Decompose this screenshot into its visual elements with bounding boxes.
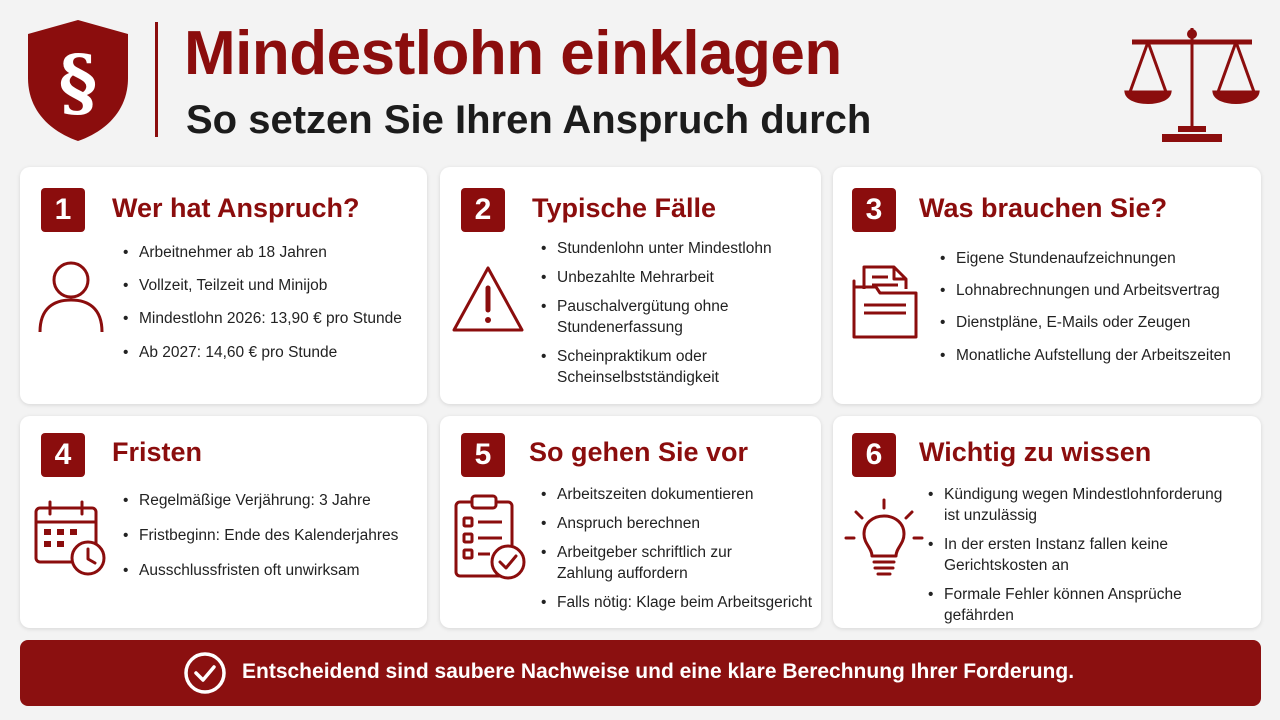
card-number-badge: 4 (41, 433, 85, 477)
person-icon (36, 256, 106, 336)
list-item: • Kündigung wegen Mindestlohnforderung ist unzulässig (928, 484, 1228, 526)
list-item: • Anspruch berechnen (541, 513, 817, 534)
list-item: • In der ersten Instanz fallen keine Gerichtskosten an (928, 534, 1188, 576)
clipboard-check-icon (452, 492, 528, 582)
card-deadlines (20, 416, 427, 628)
card-list (123, 242, 423, 363)
list-item: • Formale Fehler können Ansprüche gefährden (928, 584, 1254, 626)
list-item: • Regelmäßige Verjährung: 3 Jahre (123, 490, 423, 511)
card-number-badge: 1 (41, 188, 85, 232)
list-item: • Unbezahlte Mehrarbeit (541, 267, 773, 288)
card-number-badge: 2 (461, 188, 505, 232)
calendar-clock-icon (32, 498, 108, 578)
card-list (928, 484, 1254, 626)
list-item: • Vollzeit, Teilzeit und Minijob (123, 275, 423, 296)
folder-documents-icon (850, 261, 920, 341)
summary-banner (20, 640, 1261, 706)
check-circle-icon (183, 651, 227, 695)
card-title: So gehen Sie vor (529, 437, 749, 467)
list-item: • Falls nötig: Klage beim Arbeitsgericht (541, 592, 817, 613)
list-item: • Ab 2027: 14,60 € pro Stunde (123, 342, 423, 363)
page-subtitle: So setzen Sie Ihren Anspruch durch (186, 98, 872, 142)
scales-of-justice-icon (1122, 20, 1262, 144)
banner-text: Entscheidend sind saubere Nachweise und eine klare Berechnung Ihrer Forderung. (242, 660, 1075, 683)
header (0, 0, 1280, 160)
list-item: • Arbeitszeiten dokumentieren (541, 484, 817, 505)
list-item: • Stundenlohn unter Mindestlohn (541, 238, 773, 259)
card-title: Was brauchen Sie? (919, 193, 1168, 223)
card-title: Typische Fälle (532, 193, 717, 223)
card-list (123, 490, 423, 581)
card-list (541, 238, 773, 388)
list-item: • Lohnabrechnungen und Arbeitsvertrag (940, 280, 1260, 301)
card-list (940, 248, 1260, 366)
card-number-badge: 3 (852, 188, 896, 232)
list-item: • Eigene Stundenaufzeichnungen (940, 248, 1260, 269)
list-item: • Dienstpläne, E-Mails oder Zeugen (940, 312, 1260, 333)
list-item: • Monatliche Aufstellung der Arbeitszeiten (940, 345, 1260, 366)
page-title: Mindestlohn einklagen (184, 19, 842, 88)
card-list (541, 484, 817, 613)
list-item: • Scheinpraktikum oder Scheinselbstständigkeit (541, 346, 773, 388)
card-number-badge: 5 (461, 433, 505, 477)
card-important (833, 416, 1261, 628)
svg-text:§: § (58, 40, 98, 126)
card-typical-cases (440, 167, 821, 404)
list-item: • Pauschalvergütung ohne Stundenerfassung (541, 296, 773, 338)
card-number-badge: 6 (852, 433, 896, 477)
header-divider (155, 22, 158, 137)
card-title: Wer hat Anspruch? (112, 193, 360, 223)
list-item: • Ausschlussfristen oft unwirksam (123, 560, 423, 581)
list-item: • Mindestlohn 2026: 13,90 € pro Stunde (123, 308, 423, 329)
card-title: Wichtig zu wissen (919, 437, 1152, 467)
card-eligibility (20, 167, 427, 404)
list-item: • Fristbeginn: Ende des Kalenderjahres (123, 525, 423, 546)
lightbulb-icon (844, 498, 924, 582)
shield-paragraph-icon (24, 16, 132, 144)
list-item: • Arbeitgeber schriftlich zur Zahlung auffordern (541, 542, 777, 584)
warning-triangle-icon (451, 264, 525, 334)
card-title: Fristen (112, 437, 203, 467)
card-procedure (440, 416, 821, 628)
card-requirements (833, 167, 1261, 404)
list-item: • Arbeitnehmer ab 18 Jahren (123, 242, 423, 263)
